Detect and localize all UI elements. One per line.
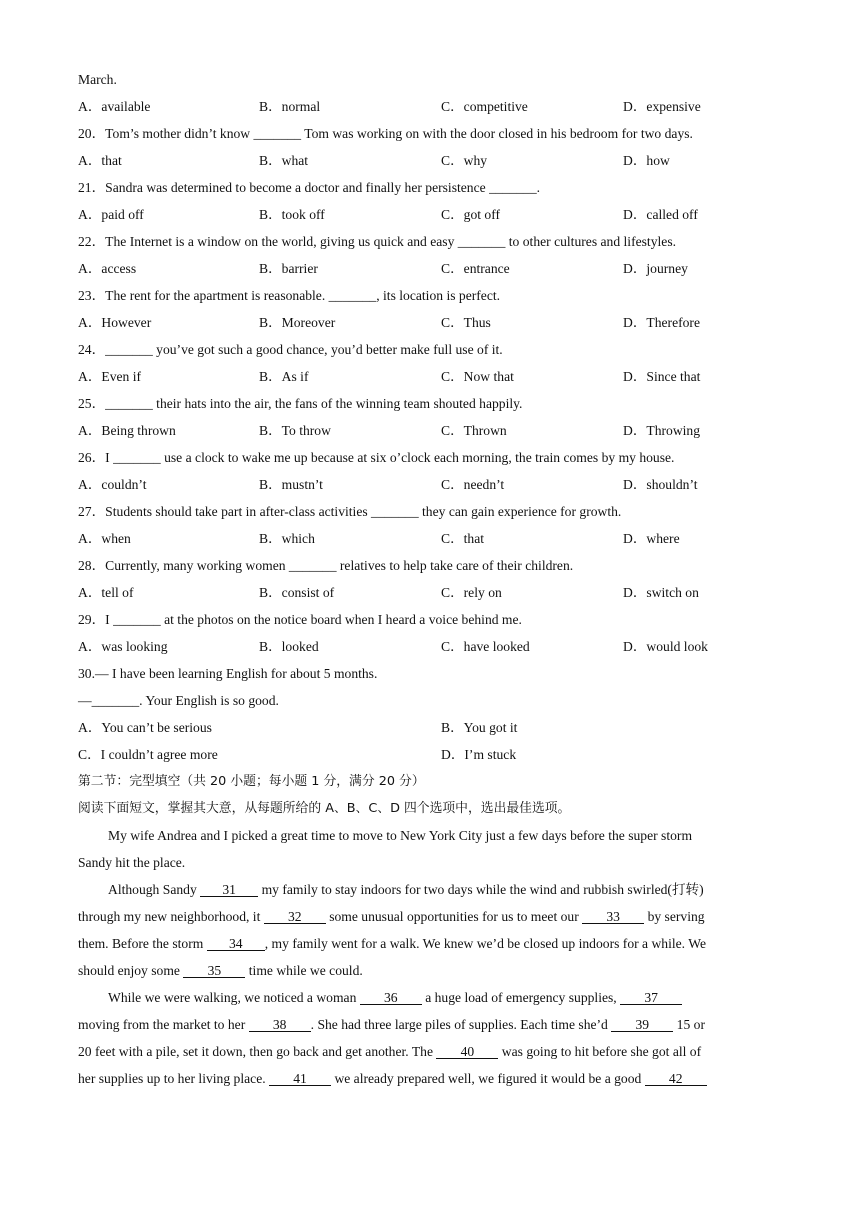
q27-stem: 27．Students should take part in after-class activities _______ they can gain experience for growth.: [78, 504, 622, 519]
q30-options-row1: [78, 718, 778, 738]
q22-option-b[interactable]: B．barrier: [259, 261, 318, 276]
q21-stem: 21．Sandra was determined to become a doctor and finally her persistence _______.: [78, 180, 541, 195]
q22-options: [78, 259, 778, 279]
q19-options: [78, 97, 778, 117]
q27-option-c[interactable]: C．that: [441, 531, 485, 546]
q30-option-c[interactable]: C．I couldn’t agree more: [78, 747, 218, 762]
q23-stem: 23．The rent for the apartment is reasonable. _______, its location is perfect.: [78, 288, 501, 303]
q21-options: [78, 205, 778, 225]
q19-option-c[interactable]: C．competitive: [441, 99, 528, 114]
q22-option-c[interactable]: C．entrance: [441, 261, 510, 276]
q29-stem: 29．I _______ at the photos on the notice board when I heard a voice behind me.: [78, 612, 522, 627]
q28-option-a[interactable]: A．tell of: [78, 585, 134, 600]
passage-text: should enjoy some: [78, 963, 180, 978]
q19-option-a[interactable]: A．available: [78, 99, 151, 114]
passage-text: moving from the market to her: [78, 1017, 246, 1032]
q30-option-d[interactable]: D．I’m stuck: [441, 747, 517, 762]
q29-option-c[interactable]: C．have looked: [441, 639, 530, 654]
q25-option-a[interactable]: A．Being thrown: [78, 423, 176, 438]
q27-option-d[interactable]: D．where: [623, 531, 680, 546]
passage-p2-line3: [78, 934, 706, 954]
q23-option-a[interactable]: A．However: [78, 315, 152, 330]
q21-option-c[interactable]: C．got off: [441, 207, 501, 222]
q28-options: [78, 583, 778, 603]
q29-options: [78, 637, 778, 657]
passage-p2-line2: [78, 907, 705, 927]
q26-stem: 26．I _______ use a clock to wake me up because at six o’clock each morning, the train comes by my house.: [78, 450, 675, 465]
q22-stem: 22．The Internet is a window on the world, giving us quick and easy _______ to other cultures and lifestyles.: [78, 234, 677, 249]
q27-option-b[interactable]: B．which: [259, 531, 315, 546]
q24-option-a[interactable]: A．Even if: [78, 369, 142, 384]
q26-option-c[interactable]: C．needn’t: [441, 477, 505, 492]
q23-options: [78, 313, 778, 333]
q20-options: [78, 151, 778, 171]
q24-options: [78, 367, 778, 387]
q26-options: [78, 475, 778, 495]
blank-36[interactable]: 36: [360, 989, 422, 1005]
q20-option-a[interactable]: A．that: [78, 153, 122, 168]
passage-p2-line4: [78, 961, 363, 981]
blank-40[interactable]: 40: [436, 1043, 498, 1059]
q24-option-d[interactable]: D．Since that: [623, 369, 701, 384]
q24-option-b[interactable]: B．As if: [259, 369, 309, 384]
q29-option-b[interactable]: B．looked: [259, 639, 319, 654]
passage-text: them. Before the storm: [78, 936, 204, 951]
q25-option-d[interactable]: D．Throwing: [623, 423, 701, 438]
q20-stem: 20．Tom’s mother didn’t know _______ Tom was working on with the door closed in his bedroom for two days.: [78, 126, 693, 141]
passage-text: . She had three large piles of supplies. Each time she’d: [310, 1017, 608, 1032]
q19-option-b[interactable]: B．normal: [259, 99, 321, 114]
passage-p3-line4: [78, 1069, 707, 1089]
q23-option-d[interactable]: D．Therefore: [623, 315, 700, 330]
blank-34[interactable]: 34: [207, 935, 265, 951]
passage-text: a huge load of emergency supplies,: [425, 990, 617, 1005]
q25-options: [78, 421, 778, 441]
q27-option-a[interactable]: A．when: [78, 531, 131, 546]
q25-option-b[interactable]: B．To throw: [259, 423, 331, 438]
passage-text: we already prepared well, we figured it would be a good: [334, 1071, 642, 1086]
q28-option-c[interactable]: C．rely on: [441, 585, 502, 600]
blank-33[interactable]: 33: [582, 908, 644, 924]
q22-option-a[interactable]: A．access: [78, 261, 137, 276]
q23-option-b[interactable]: B．Moreover: [259, 315, 336, 330]
passage-p3-line1: [108, 988, 682, 1008]
q30-option-b[interactable]: B．You got it: [441, 720, 518, 735]
q25-option-c[interactable]: C．Thrown: [441, 423, 507, 438]
q28-option-b[interactable]: B．consist of: [259, 585, 335, 600]
passage-text: time while we could.: [248, 963, 363, 978]
passage-text: my family to stay indoors for two days while the wind and rubbish swirled(打转): [261, 882, 704, 897]
passage-text: was going to hit before she got all of: [501, 1044, 702, 1059]
blank-41[interactable]: 41: [269, 1070, 331, 1086]
q24-stem: 24．_______ you’ve got such a good chance, you’d better make full use of it.: [78, 342, 503, 357]
q19-option-d[interactable]: D．expensive: [623, 99, 701, 114]
q30-dialogue-a: 30.— I have been learning English for about 5 months.: [78, 666, 378, 681]
q27-options: [78, 529, 778, 549]
q30-dialogue-b: —_______. Your English is so good.: [78, 693, 279, 708]
passage-text: by serving: [647, 909, 705, 924]
blank-31[interactable]: 31: [200, 881, 258, 897]
passage-p1-line2: Sandy hit the place.: [78, 855, 186, 870]
passage-text: through my new neighborhood, it: [78, 909, 261, 924]
q23-option-c[interactable]: C．Thus: [441, 315, 491, 330]
q20-option-d[interactable]: D．how: [623, 153, 670, 168]
q21-option-a[interactable]: A．paid off: [78, 207, 144, 222]
q21-option-d[interactable]: D．called off: [623, 207, 698, 222]
passage-text: Although Sandy: [108, 882, 197, 897]
q29-option-a[interactable]: A．was looking: [78, 639, 168, 654]
blank-32[interactable]: 32: [264, 908, 326, 924]
q29-option-d[interactable]: D．would look: [623, 639, 708, 654]
passage-p3-line3: [78, 1042, 701, 1062]
q30-option-a[interactable]: A．You can’t be serious: [78, 720, 212, 735]
passage-text: some unusual opportunities for us to meet our: [329, 909, 579, 924]
passage-text: 20 feet with a pile, set it down, then go back and get another. The: [78, 1044, 433, 1059]
q30-options-row2: [78, 745, 778, 765]
q22-option-d[interactable]: D．journey: [623, 261, 688, 276]
passage-p2-line1: [108, 880, 704, 900]
passage-p3-line2: [78, 1015, 705, 1035]
q28-stem: 28．Currently, many working women _______ relatives to help take care of their children.: [78, 558, 574, 573]
q21-option-b[interactable]: B．took off: [259, 207, 325, 222]
blank-39[interactable]: 39: [611, 1016, 673, 1032]
blank-38[interactable]: 38: [249, 1016, 311, 1032]
blank-42[interactable]: 42: [645, 1070, 707, 1086]
q25-stem: 25．_______ their hats into the air, the fans of the winning team shouted happily.: [78, 396, 523, 411]
blank-37[interactable]: 37: [620, 989, 682, 1005]
passage-text: While we were walking, we noticed a woman: [108, 990, 357, 1005]
q28-option-d[interactable]: D．switch on: [623, 585, 699, 600]
q26-option-d[interactable]: D．shouldn’t: [623, 477, 698, 492]
passage-p1-line1: My wife Andrea and I picked a great time to move to New York City just a few days before the super storm: [108, 828, 693, 843]
section-title: 第二节：完型填空（共 20 小题；每小题 1 分，满分 20 分）: [78, 774, 425, 789]
q24-option-c[interactable]: C．Now that: [441, 369, 514, 384]
passage-text: her supplies up to her living place.: [78, 1071, 266, 1086]
blank-35[interactable]: 35: [183, 962, 245, 978]
q20-option-c[interactable]: C．why: [441, 153, 488, 168]
q20-option-b[interactable]: B．what: [259, 153, 309, 168]
passage-text: , my family went for a walk. We knew we’d be closed up indoors for a while. We: [264, 936, 707, 951]
q26-option-b[interactable]: B．mustn’t: [259, 477, 323, 492]
passage-text: 15 or: [676, 1017, 705, 1032]
q19-tail: March.: [78, 72, 117, 87]
section-instructions: 阅读下面短文，掌握其大意，从每题所给的 A、B、C、D 四个选项中，选出最佳选项。: [78, 801, 571, 816]
q26-option-a[interactable]: A．couldn’t: [78, 477, 147, 492]
